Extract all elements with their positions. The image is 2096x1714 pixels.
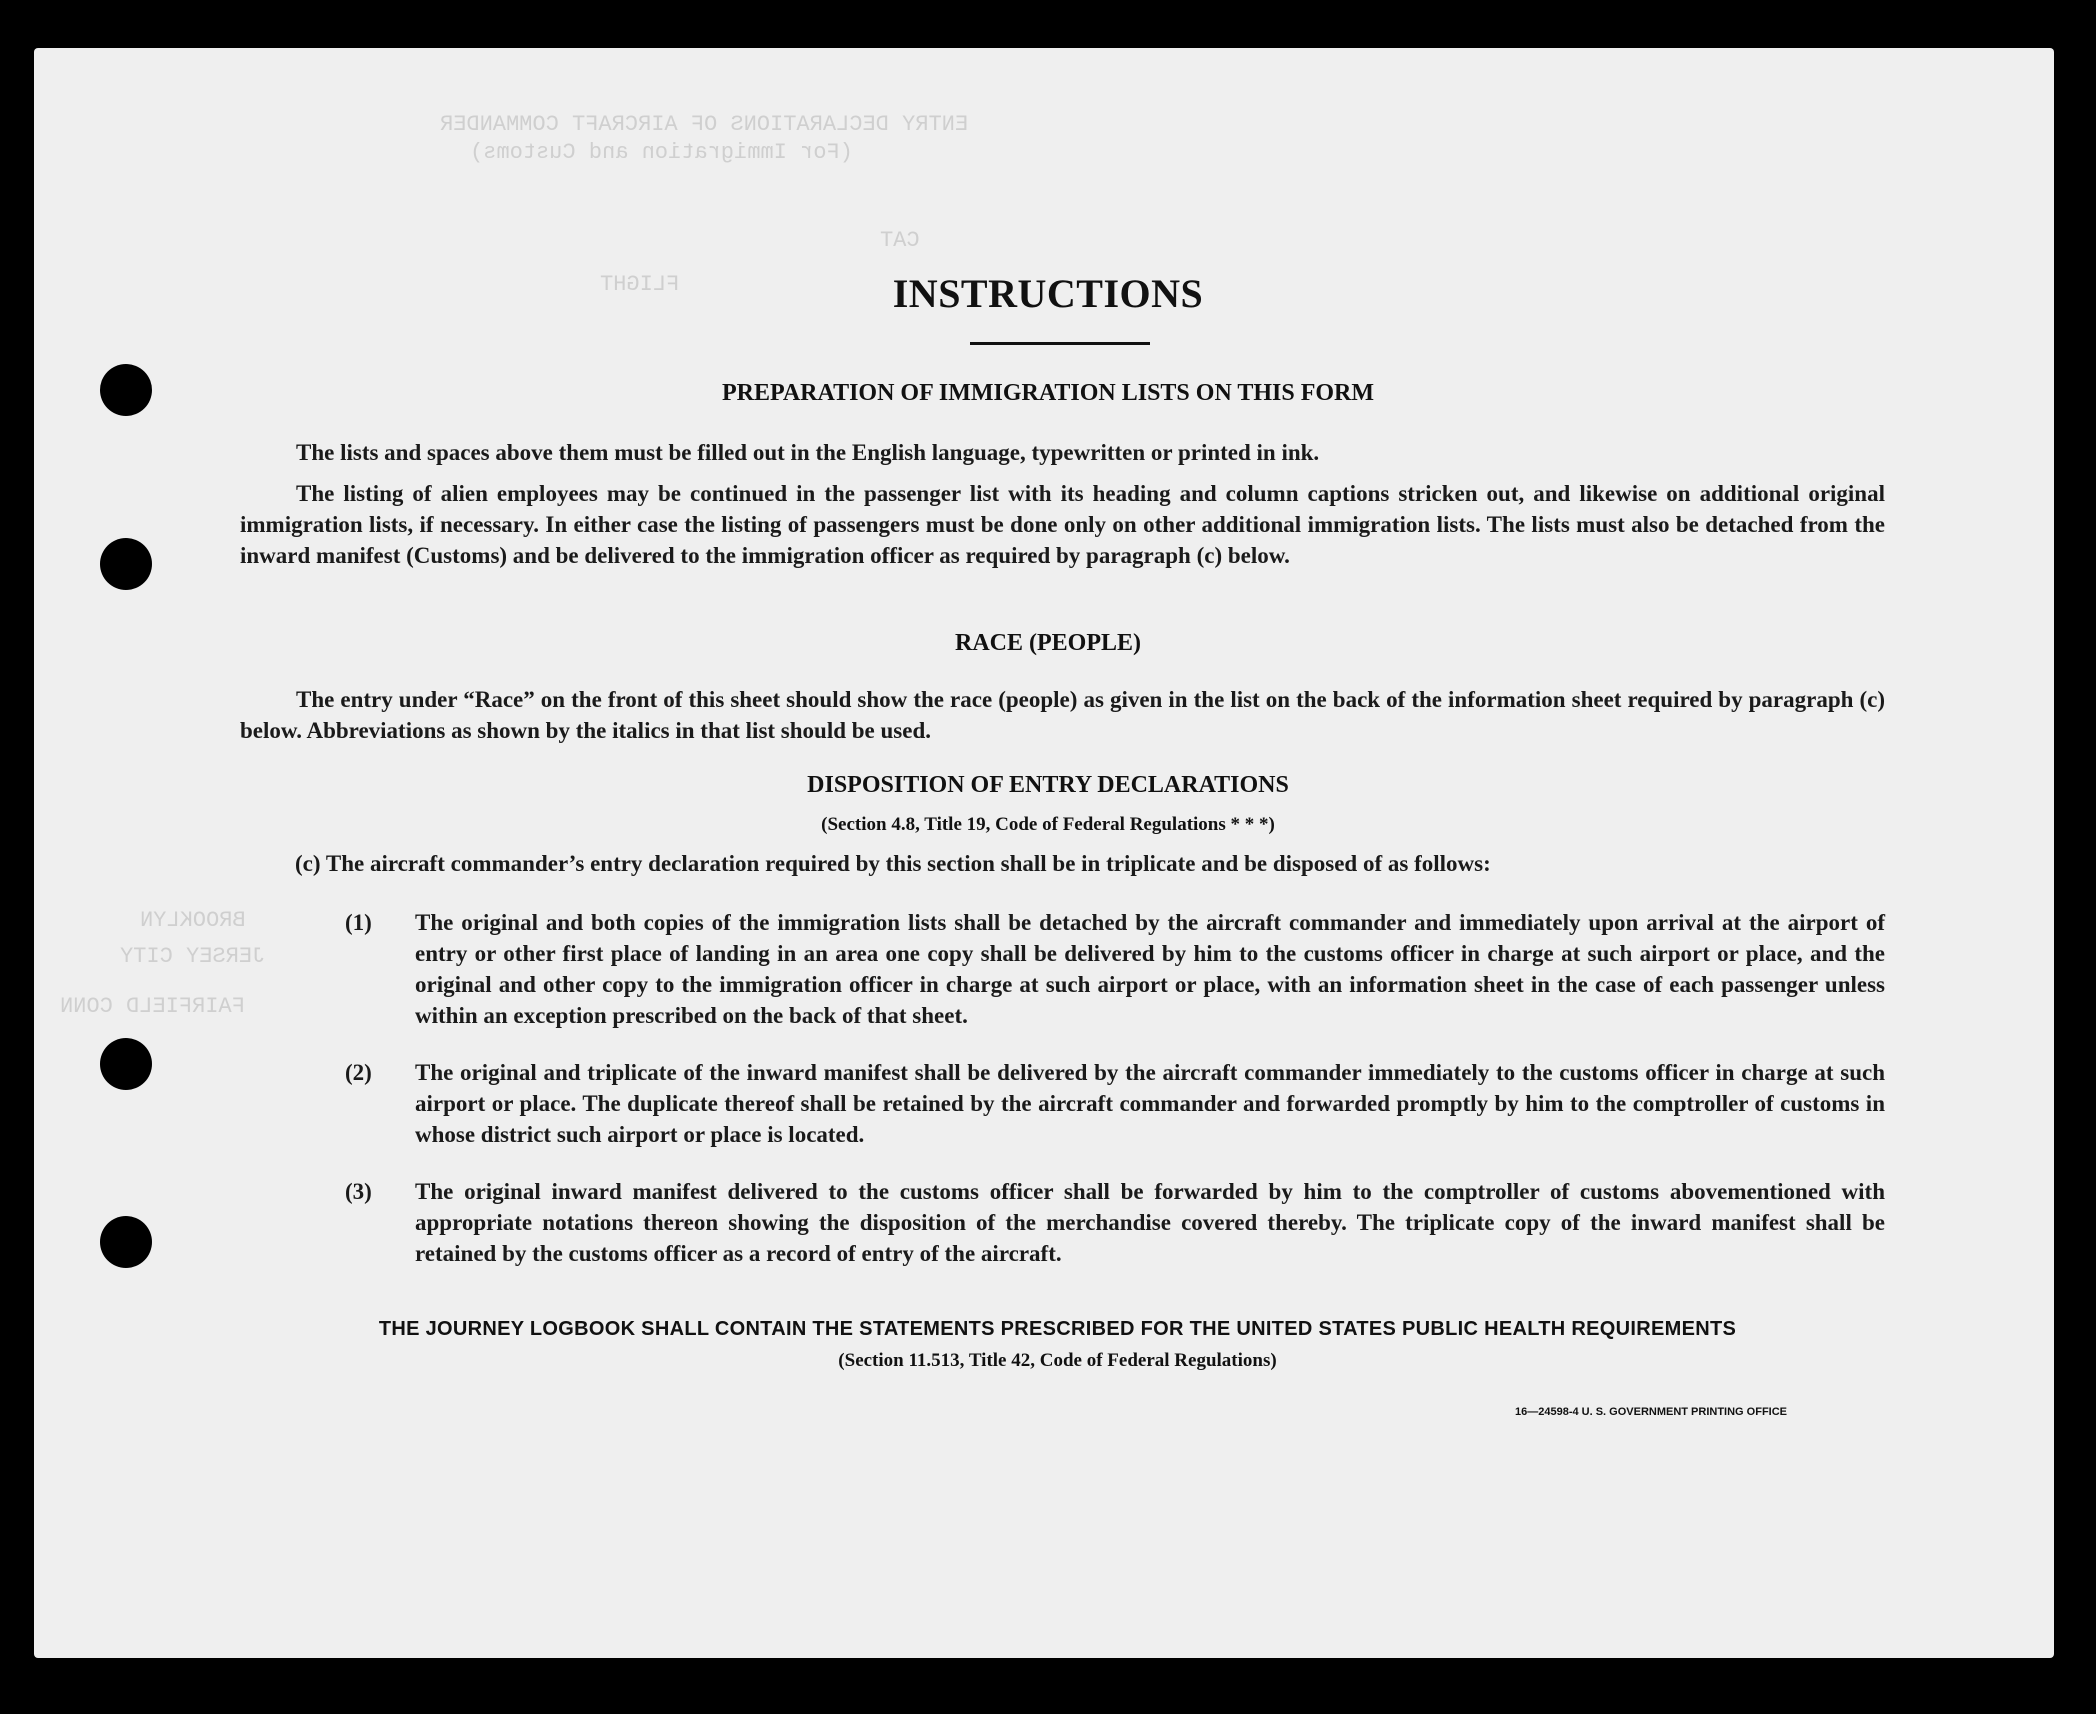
- bleed-through-line: (For Immigration and Customs): [470, 140, 853, 165]
- list-item-text: The original inward manifest delivered to the customs officer shall be forwarded by him to the comptroller of customs abovementioned with appropriate notations thereon showing the disposition of the merchandise covered thereby. The triplicate copy of the inward manifest shall be retained by the customs officer as a record of entry of the aircraft.: [415, 1179, 1885, 1266]
- bleed-through-line: FAIRFIELD CONN: [60, 994, 245, 1019]
- section-heading-preparation: PREPARATION OF IMMIGRATION LISTS ON THIS FORM: [721, 380, 1375, 406]
- bleed-through-line: BROOKLYN: [140, 908, 246, 933]
- list-item-number: (3): [345, 1179, 372, 1204]
- bleed-through-line: CAT: [880, 228, 920, 253]
- binder-hole: [100, 1216, 152, 1268]
- binder-hole: [100, 1038, 152, 1090]
- list-item: [345, 907, 1885, 1031]
- page-title: INSTRUCTIONS: [892, 271, 1204, 316]
- section-heading-race: RACE (PEOPLE): [955, 630, 1141, 656]
- preparation-paragraph-2: The listing of alien employees may be continued in the passenger list with its heading and column captions stricken out, and likewise on additional original immigration lists, if necessary. In either case the listing of passengers must be done only on other additional immigration lists. The lists must also be detached from the inward manifest (Customs) and be delivered to the immigration officer as required by paragraph (c) below.: [240, 481, 1885, 568]
- race-paragraph: The entry under “Race” on the front of this sheet should show the race (people) as given in the list on the back of the information sheet required by paragraph (c) below. Abbreviations as shown by the italics in that list should be used.: [240, 687, 1885, 743]
- list-item-text: The original and both copies of the immigration lists shall be detached by the aircraft commander and immediately upon arrival at the airport of entry or other first place of landing in an area one copy shall be delivered by him to the customs officer in charge at such airport or place, and the original and other copy to the immigration officer in charge at such airport or place, with an information sheet in the case of each passenger unless within an exception prescribed on the back of that sheet.: [415, 910, 1885, 1028]
- printer-mark: 16—24598-4 U. S. GOVERNMENT PRINTING OFFICE: [1515, 1406, 1788, 1418]
- disposition-paragraph-c: (c) The aircraft commander’s entry declaration required by this section shall be in triplicate and be disposed of as follows:: [295, 851, 1491, 876]
- public-health-statement: THE JOURNEY LOGBOOK SHALL CONTAIN THE STATEMENTS PRESCRIBED FOR THE UNITED STATES PUBLIC HEALTH REQUIREMENTS: [378, 1318, 1737, 1340]
- list-item: [345, 1176, 1885, 1269]
- bleed-through-line: JERSEY CITY: [120, 944, 266, 969]
- section-heading-disposition: DISPOSITION OF ENTRY DECLARATIONS: [807, 772, 1289, 798]
- binder-hole: [100, 538, 152, 590]
- bleed-through-line: FLIGHT: [600, 272, 680, 297]
- title-underline: [970, 342, 1150, 345]
- list-item: [345, 1057, 1885, 1150]
- disposition-subheading: (Section 4.8, Title 19, Code of Federal Regulations * * *): [821, 814, 1275, 835]
- list-item-text: The original and triplicate of the inward manifest shall be delivered by the aircraft commander immediately to the customs officer in charge at such airport or place. The duplicate thereof shall be retained by the aircraft commander and forwarded promptly by him to the comptroller of customs in whose district such airport or place is located.: [415, 1060, 1885, 1147]
- bleed-through-line: ENTRY DECLARATIONS OF AIRCRAFT COMMANDER: [440, 112, 969, 137]
- list-item-number: (2): [345, 1060, 372, 1085]
- preparation-paragraph-1: The lists and spaces above them must be filled out in the English language, typewritten or printed in ink.: [296, 440, 1320, 465]
- public-health-citation: (Section 11.513, Title 42, Code of Federal Regulations): [838, 1350, 1277, 1371]
- list-item-number: (1): [345, 910, 372, 935]
